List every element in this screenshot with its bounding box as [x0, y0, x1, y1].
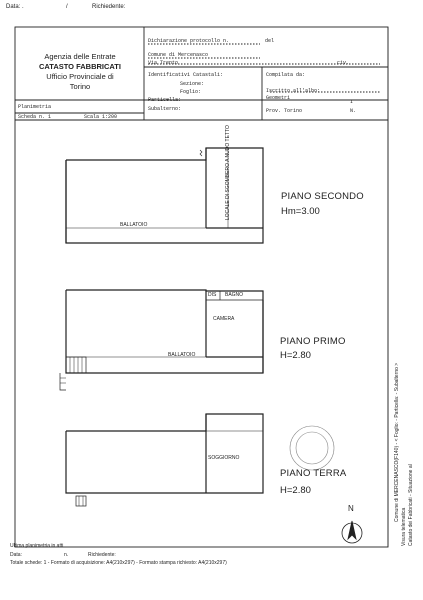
- north-arrow: [342, 521, 362, 543]
- foglio-label: Foglio:: [180, 89, 202, 95]
- comune-label: Comune di Mercenasco: [148, 52, 209, 58]
- terra-name: PIANO TERRA: [280, 468, 347, 479]
- primo-name: PIANO PRIMO: [280, 336, 346, 347]
- top-richiedente-label: Richiedente:: [92, 4, 126, 10]
- primo-wc-label: DIS: [208, 292, 217, 298]
- terra-room-label: SOGGIORNO: [208, 455, 240, 461]
- side-right-col: Comune di MERCENASCO(F140) - < Foglio: - Particella: - Subalterno >: [394, 362, 400, 522]
- iscritto-mark: I: [350, 99, 354, 105]
- agency-name: Agenzia delle Entrate: [44, 52, 116, 61]
- iscritto-label: Iscritto all'albo:: [266, 88, 321, 94]
- agency-catasto: CATASTO FABBRICATI: [39, 62, 121, 71]
- sezione-label: Sezione:: [180, 81, 205, 87]
- top-sheet-mark: /: [66, 4, 68, 10]
- scala-label: Scala 1:200: [84, 114, 118, 120]
- footer-ultima: Ultima planimetria in atti: [10, 543, 64, 549]
- north-label: N: [348, 504, 354, 513]
- identificativi-label: Identificativi Catastali:: [148, 72, 224, 78]
- primo-height: H=2.80: [280, 350, 311, 361]
- secondo-height: Hm=3.00: [281, 206, 320, 217]
- via-label: Via Trento: [148, 60, 179, 66]
- piano-secondo-plan: [66, 125, 263, 243]
- footer-richiedente: Richiedente:: [88, 552, 116, 558]
- civ-label: civ.: [337, 60, 350, 66]
- primo-bath-label: BAGNO: [225, 292, 244, 298]
- subalterno-label: Subalterno:: [148, 106, 182, 112]
- compilata-label: Compilata da:: [266, 72, 306, 78]
- top-data-label: Data: .: [6, 4, 24, 10]
- terra-height: H=2.80: [280, 485, 311, 496]
- secondo-room-label: LOCALE DI SGOMBERO A NUDO TETTO: [225, 125, 231, 220]
- agency-city: Torino: [69, 82, 91, 91]
- stamp-seal: [290, 426, 334, 470]
- agency-block: [20, 52, 140, 92]
- planimetria-label: Planimetria: [18, 104, 52, 110]
- n-label: N.: [350, 108, 357, 114]
- footer-n: n.: [64, 552, 69, 558]
- primo-room-label: CAMERA: [213, 316, 235, 322]
- footer-totale: Totale schede: 1 - Formato di acquisizione: A4(210x297) - Formato stampa richiesto: A4(210x297): [10, 560, 227, 566]
- prov-label: Prov. Torino: [266, 108, 303, 114]
- footer-data: Data:: [10, 552, 22, 558]
- piano-primo-plan: [60, 290, 263, 390]
- dichiarazione-label: Dichiarazione protocollo n.: [148, 38, 230, 44]
- secondo-balcony-label: BALLATOIO: [120, 222, 148, 228]
- primo-balcony-label: BALLATOIO: [168, 352, 196, 358]
- del-label: del: [265, 38, 275, 44]
- agency-ufficio: Ufficio Provinciale di: [46, 72, 114, 81]
- secondo-name: PIANO SECONDO: [281, 191, 364, 202]
- particella-label: Particella:: [148, 97, 182, 103]
- side-mid-col: Visura telematica: [401, 507, 407, 546]
- side-left-col: Catasto dei Fabbricati - Situazione al: [408, 464, 414, 546]
- scheda-label: Scheda n. 1: [18, 114, 52, 120]
- geometri-label: Geometri: [266, 95, 291, 101]
